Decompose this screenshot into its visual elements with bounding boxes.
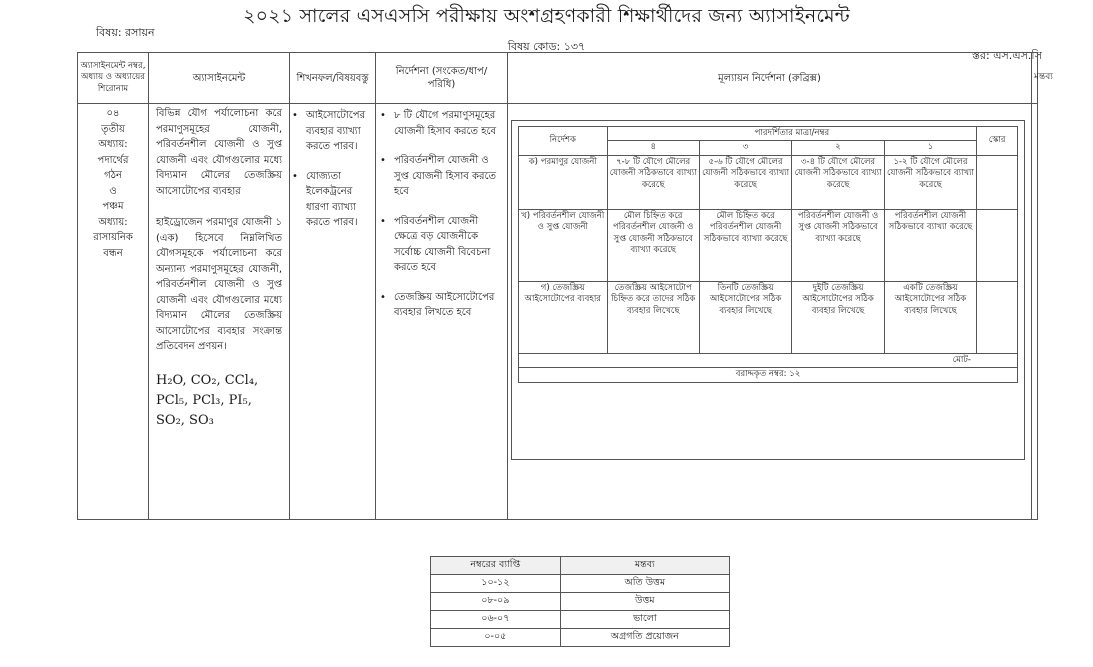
rubric-indicator-header: নির্দেশক — [519, 127, 608, 156]
grading-row — [431, 629, 730, 647]
instruction-item: • ৮ টি যৌগে পরমাণুসমূহের যোজনী হিসাব করতে হবে — [380, 108, 502, 139]
grading-table — [430, 556, 730, 647]
grading-remark: ভালো — [560, 611, 729, 629]
rubric-score-header: স্কোর — [977, 127, 1018, 156]
rubric-cell: মৌল চিহ্নিত করে পরিবর্তনশীল যোজনী সঠিকভাবে ব্যাখ্যা করেছে — [699, 209, 791, 281]
compound-line: H₂O, CO₂, CCl₄, — [156, 372, 259, 388]
grading-row — [431, 593, 730, 611]
chapter-title-line: গঠন — [104, 170, 122, 181]
compound-line: SO₂, SO₃ — [156, 412, 214, 428]
grading-range: ০-০৫ — [431, 629, 561, 647]
grading-row — [431, 611, 730, 629]
grading-remark: অতি উত্তম — [560, 575, 729, 593]
rubric-row — [519, 281, 1018, 353]
column-divider — [507, 52, 508, 520]
grading-range: ১০-১২ — [431, 575, 561, 593]
header-learning-outcome: শিখনফল/বিষয়বস্তু — [296, 72, 369, 84]
rubric-allotted-row — [519, 368, 1018, 382]
rubric-proficiency-header: পারদর্শিতার মাত্রা/নম্বর — [607, 127, 977, 141]
rubric-score-cell — [977, 281, 1018, 353]
document-title: ২০২১ সালের এসএসসি পরীক্ষায় অংশগ্রহণকারী শিক্ষার্থীদের জন্য অ্যাসাইনমেন্ট — [243, 5, 850, 27]
chapter-cell — [78, 106, 148, 261]
rubric-cell: ৭-৮ টি যৌগে মৌলের যোজনী সঠিকভাবে ব্যাখ্যা করেছে — [607, 155, 699, 209]
compound-list — [156, 371, 282, 431]
header-remarks-text: মন্তব্য — [1034, 72, 1053, 83]
rubric-cell: মৌল চিহ্নিত করে পরিবর্তনশীল যোজনী ও সুপ্ত যোজনী সঠিকভাবে ব্যাখ্যা করেছে — [607, 209, 699, 281]
rubric-score-cell — [977, 155, 1018, 209]
assignment-number: ০৪ — [106, 108, 120, 119]
chapter-title-line: অধ্যায়: — [98, 216, 128, 228]
grading-range: ০৮-০৯ — [431, 593, 561, 611]
chapter-title-line: তৃতীয় — [101, 123, 125, 135]
rubric-indicator: গ) তেজস্ক্রিয় আইসোটোপের ব্যবহার — [519, 281, 608, 353]
rubric-box — [511, 120, 1025, 460]
rubric-table — [518, 126, 1018, 383]
level-label: স্তর: এস.এস.সি — [972, 49, 1042, 62]
rubric-cell: পরিবর্তনশীল যোজনী সঠিকভাবে ব্যাখ্যা করেছে — [884, 209, 976, 281]
rubric-score-cell — [977, 209, 1018, 281]
rubric-indicator: খ) পরিবর্তনশীল যোজনী ও সুপ্ত যোজনী — [519, 209, 608, 281]
chapter-title — [78, 122, 148, 262]
grading-header: নম্বরের ব্যাপ্তি — [431, 557, 561, 575]
rubric-level: ৩ — [699, 141, 791, 155]
instructions-cell — [380, 108, 502, 335]
rubric-cell: ৩-৪ টি যৌগে মৌলের যোজনী সঠিকভাবে ব্যাখ্যা করেছে — [792, 155, 884, 209]
grading-range: ০৬-০৭ — [431, 611, 561, 629]
rubric-cell: তিনটি তেজস্ক্রিয় আইসোটোপের সঠিক ব্যবহার লিখেছে — [699, 281, 791, 353]
instruction-item: • তেজস্ক্রিয় আইসোটোপের ব্যবহার লিখতে হবে — [380, 290, 502, 321]
chapter-title-line: বন্ধন — [103, 247, 123, 259]
column-divider — [1031, 52, 1032, 520]
rubric-cell: ১-২ টি যৌগে মৌলের যোজনী সঠিকভাবে ব্যাখ্যা করেছে — [884, 155, 976, 209]
outcomes-cell — [292, 108, 372, 245]
rubric-indicator: ক) পরমাণুর যোজনী — [519, 155, 608, 209]
assignment-summary: বিভিন্ন যৌগ পর্যালোচনা করে পরমাণুসমূহের যোজনী, পরিবর্তনশীল যোজনী ও সুপ্ত যোজনী এবং যৌগগুলোর মধ্যে বিদ্যমান মৌলের তেজস্ক্রিয় আসোটোপের ব্যবহার — [156, 108, 282, 197]
chapter-title-line: পদার্থের — [97, 154, 129, 166]
rubric-level: ১ — [884, 141, 976, 155]
rubric-cell: তেজস্ক্রিয় আইসোটোপ চিহ্নিত করে তাদের সঠিক ব্যবহার লিখেছে — [607, 281, 699, 353]
rubric-cell: দুইটি তেজস্ক্রিয় আইসোটোপের সঠিক ব্যবহার লিখেছে — [792, 281, 884, 353]
outcome-item: • যোজ্যতা ইলেকট্রনের ধারণা ব্যাখ্যা করতে পারব। — [292, 169, 372, 231]
header-assignment-no: অ্যাসাইনমেন্ট নম্বর, অধ্যায় ও অধ্যায়ের শিরোনাম — [80, 61, 146, 94]
rubric-allotted-marks: বরাদ্দকৃত নম্বর: ১২ — [519, 368, 1018, 382]
rubric-total-row — [519, 353, 1018, 367]
header-remarks — [1032, 53, 1053, 103]
rubric-level: ৪ — [607, 141, 699, 155]
rubric-level: ২ — [792, 141, 884, 155]
grading-header: মন্তব্য — [560, 557, 729, 575]
column-divider — [375, 52, 376, 520]
rubric-row — [519, 209, 1018, 281]
chapter-title-line: অধ্যায়: — [98, 139, 128, 150]
outcome-item: • আইসোটোপের ব্যবহার ব্যাখ্যা করতে পারব। — [292, 108, 372, 155]
assignment-description: হাইড্রোজেন পরমাণুর যোজনী ১ (এক) হিসেবে নিম্নলিখিত যৌগসমূহকে পর্যালোচনা করে অন্যান্য পরমাণুসমূহের যোজনী, পরিবর্তনশীল যোজনী ও সুপ্ত যোজনী এবং যৌগগুলোর মধ্যে বিদ্যমান মৌলের তেজস্ক্রিয় আসোটোপের ব্যবহার সংক্রান্ত প্রতিবেদন প্রণয়ন। — [156, 217, 282, 352]
grading-remark: উত্তম — [560, 593, 729, 611]
column-divider — [148, 52, 149, 520]
rubric-row — [519, 155, 1018, 209]
column-divider — [289, 52, 290, 520]
chapter-title-line: পঞ্চম — [102, 201, 124, 212]
grading-remark: অগ্রগতি প্রয়োজন — [560, 629, 729, 647]
instruction-item: • পরিবর্তনশীল যোজনী ক্ষেত্রে বড় যোজনীকে সর্বোচ্চ যোজনী বিবেচনা করতে হবে — [380, 214, 502, 276]
rubric-total: মোট- — [519, 353, 1018, 367]
grading-row — [431, 575, 730, 593]
header-divider — [77, 103, 1038, 104]
chapter-title-line: রাসায়নিক — [93, 232, 133, 243]
rubric-cell: পরিবর্তনশীল যোজনী ও সুপ্ত যোজনী সঠিকভাবে ব্যাখ্যা করেছে — [792, 209, 884, 281]
rubric-cell: একটি তেজস্ক্রিয় আইসোটোপের সঠিক ব্যবহার লিখেছে — [884, 281, 976, 353]
rubric-cell: ৫-৬ টি যৌগে মৌলের যোজনী সঠিকভাবে ব্যাখ্যা করেছে — [699, 155, 791, 209]
instruction-item: • পরিবর্তনশীল যোজনী ও সুপ্ত যোজনী হিসাব করতে হবে — [380, 153, 502, 200]
subject-label: বিষয়: রসায়ন — [96, 26, 155, 39]
assignment-cell — [156, 106, 282, 431]
grading-header-row — [431, 557, 730, 575]
chapter-title-line: ও — [109, 185, 117, 197]
header-instructions: নির্দেশনা (সংকেত/ধাপ/পরিধি) — [395, 66, 488, 90]
header-assignment: অ্যাসাইনমেন্ট — [192, 72, 246, 84]
header-evaluation: মূল্যায়ন নির্দেশনা (রুব্রিক্স) — [718, 72, 821, 84]
compound-line: PCl₅, PCl₃, PI₅, — [156, 392, 252, 408]
subject-code: বিষয় কোড: ১৩৭ — [507, 40, 586, 53]
